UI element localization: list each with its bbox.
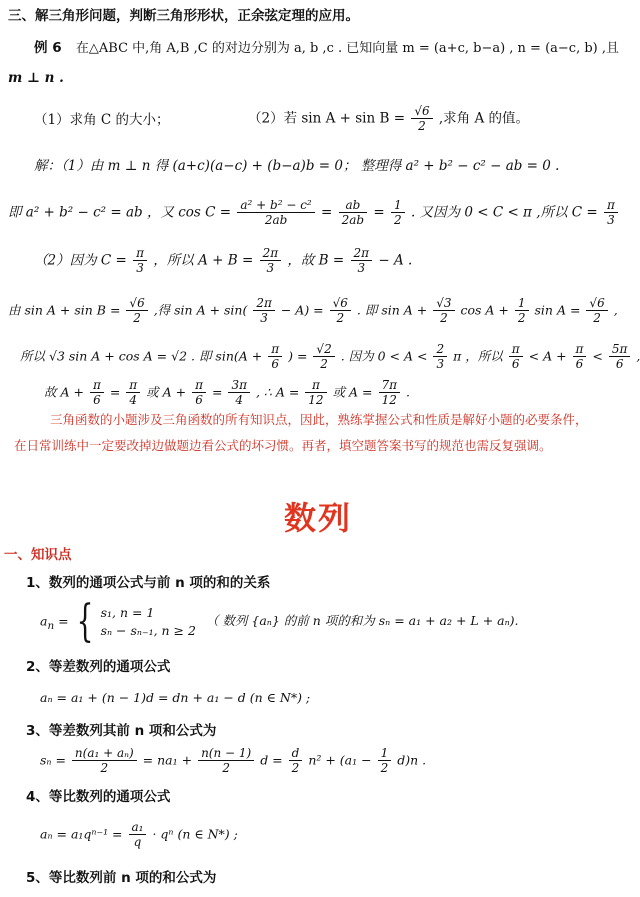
fraction [268,342,282,372]
fraction [351,246,373,276]
fraction [378,746,392,776]
text: （ 数列 {aₙ} 的前 n 项的和为 sₙ = a₁ + a₂ + L + aₙ). [205,613,519,629]
denominator: 4 [235,393,244,408]
fraction [586,296,607,326]
denominator: q [133,835,142,850]
denominator: 4 [129,393,138,408]
denominator: 2 [222,761,230,776]
example-stem [34,40,619,57]
fraction [72,746,137,776]
numerator: π [133,246,147,261]
denominator: 2 [418,119,426,134]
denominator: 3 [266,261,275,276]
solution-line-4 [8,296,618,326]
example-label: 例 6 [34,40,62,56]
denominator: 2 [394,213,402,228]
numerator: a² + b² − c² [237,198,314,213]
numerator: π [305,378,326,393]
text: < [592,348,603,364]
text: = [373,204,385,221]
text: − A . [378,252,413,269]
denominator: 3 [357,261,366,276]
numerator: 3π [228,378,250,393]
denominator: 12 [308,393,324,408]
fraction [129,820,147,850]
text: = [58,613,69,629]
denominator: 2 [593,311,601,326]
denominator: 12 [381,393,397,408]
numerator: 1 [391,198,405,213]
numerator: 2π [351,246,373,261]
numerator: 1 [378,746,392,761]
text: sin A = [534,302,581,318]
denominator: 2 [100,761,109,776]
denominator: 2 [133,311,141,326]
numerator: 7π [379,378,401,393]
case-2: sₙ − sₙ₋₁, n ≥ 2 [100,622,196,638]
text: = [211,384,223,400]
text: n² + (a₁ − [308,752,372,768]
fraction [253,296,275,326]
text: = na₁ + [142,752,193,768]
denominator: 2 [380,761,389,776]
fraction [228,378,250,408]
example-stem-text: 在△ABC 中,角 A,B ,C 的对边分别为 a, b ,c . 已知向量 m = (a+c, b−a) , n = (a−c, b) ,且 [75,41,620,56]
numerator: π [509,342,523,357]
numerator: √6 [411,104,432,119]
note-line-2: 在日常训练中一定要改掉边做题边看公式的坏习惯。再者，填空题答案书写的规范也需反复强调。 [14,438,552,453]
solution-line-1 [34,158,559,175]
denominator: 6 [511,357,520,372]
subscript: n [47,619,55,632]
denominator: 6 [93,393,101,408]
numerator: ab [339,198,367,213]
denominator: 2 [517,311,526,326]
item-3-formula [40,746,426,776]
item-4-heading: 4、等比数列的通项公式 [26,789,171,805]
text: ) = [288,348,308,364]
numerator: π [192,378,206,393]
fraction [237,198,314,228]
denominator: 2 [336,311,345,326]
fraction [198,746,254,776]
text: 故 A + [44,384,84,400]
text: d = [260,752,283,768]
text: ，故 B = [287,252,345,269]
text: . [406,384,410,400]
fraction [133,246,147,276]
text: sₙ = [40,752,66,768]
item-1-heading: 1、数列的通项公式与前 n 项的和的关系 [26,575,271,591]
fraction [509,342,523,372]
fraction [604,198,618,228]
numerator: √6 [126,296,147,311]
numerator: √3 [433,296,454,311]
denominator: 2 [320,357,328,372]
text: 或 A = [332,384,373,400]
numerator: π [90,378,104,393]
text: ，所以 A + B = [153,252,254,269]
numerator: d [289,746,303,761]
numerator: n(a₁ + aₙ) [72,746,137,761]
item-2-formula: aₙ = a₁ + (n − 1)d = dn + a₁ − d (n ∈ N*) ; [40,690,311,705]
item-1-formula [40,596,519,647]
fraction [411,104,432,134]
fraction [609,342,631,372]
numerator: a₁ [129,820,147,835]
fraction [90,378,104,408]
numerator: π [573,342,587,357]
text: , [636,348,640,364]
text: . 又因为 0 < C < π ,所以 C = [410,204,598,221]
note-line-1: 三角函数的小题涉及三角函数的所有知识点，因此，熟练掌握公式和性质是解好小题的必要条件， [50,412,588,427]
fraction [339,198,367,228]
fraction [313,342,334,372]
denominator: 6 [615,357,624,372]
example-stem-cont: m ⊥ n . [8,70,64,86]
denominator: 3 [607,213,615,228]
numerator: π [268,342,282,357]
fraction [289,746,303,776]
solution-line-3 [34,246,412,276]
text: 或 A + [146,384,187,400]
question-1: （1）求角 C 的大小； [34,112,170,128]
text: cos A + [460,302,509,318]
denominator: 6 [271,357,279,372]
fraction [433,296,454,326]
text: . 因为 0 < A < [340,348,428,364]
numerator: √6 [330,296,351,311]
solution-line-5 [20,342,640,372]
text: , [613,302,618,318]
text: 由 sin A + sin B = [8,302,121,318]
text: , ∴ A = [255,384,300,400]
numerator: n(n − 1) [198,746,254,761]
case-1: s₁, n = 1 [100,604,155,620]
text: aₙ = a₁qⁿ⁻¹ = [40,826,123,842]
denominator: 2ab [264,213,288,228]
denominator: 3 [436,357,445,372]
numerator: 1 [515,296,529,311]
question-2 [248,104,529,134]
text: < A + [528,348,567,364]
text: a [40,613,48,629]
numerator: π [126,378,140,393]
piecewise-cases [101,604,196,640]
text: − A) = [280,302,324,318]
page-title: 数列 [284,499,353,537]
fraction [126,296,147,326]
fraction [126,378,140,408]
numerator: 2 [433,342,447,357]
q2-post: ,求角 A 的值。 [438,110,530,127]
text: = [109,384,121,400]
denominator: 3 [260,311,268,326]
solution-line-2 [8,198,620,228]
q2-pre: （2）若 sin A + sin B = [248,110,406,127]
fraction [433,342,447,372]
denominator: 6 [195,393,203,408]
text: 即 a² + b² − c² = ab ，又 cos C = [8,204,232,221]
fraction [330,296,351,326]
section-heading-1: 一、知识点 [4,547,72,563]
text: ,得 sin A + sin( [153,302,248,318]
fraction [260,246,282,276]
denominator: 2 [291,761,300,776]
denominator: 2ab [341,213,365,228]
text: 所以 √3 sin A + cos A = √2 . 即 sin(A + [20,348,263,364]
numerator: √2 [313,342,334,357]
fraction [379,378,401,408]
solution-line-6 [44,378,410,408]
left-brace-icon: { [76,596,94,647]
item-4-formula [40,820,238,850]
item-5-heading: 5、等比数列前 n 项的和公式为 [26,870,217,886]
numerator: 5π [609,342,631,357]
denominator: 2 [440,311,448,326]
item-2-heading: 2、等差数列的通项公式 [26,659,171,675]
text: · qⁿ (n ∈ N*) ; [152,826,238,842]
solution-text: 解：（1）由 m ⊥ n 得 (a+c)(a−c) + (b−a)b = 0； 整理得 a² + b² − c² − ab = 0 . [34,158,560,174]
numerator: 2π [260,246,282,261]
text: （2）因为 C = [34,252,127,269]
item-3-heading: 3、等差数列其前 n 项和公式为 [26,723,217,739]
text: d)n . [397,752,427,768]
fraction [305,378,326,408]
denominator: 6 [575,357,584,372]
section-heading-3: 三、解三角形问题，判断三角形形状，正余弦定理的应用。 [8,8,359,24]
text: . 即 sin A + [356,302,428,318]
numerator: √6 [586,296,607,311]
fraction [391,198,405,228]
fraction [192,378,206,408]
numerator: 2π [253,296,275,311]
numerator: π [604,198,618,213]
text: = [321,204,333,221]
fraction [573,342,587,372]
fraction [515,296,529,326]
text: π ，所以 [453,348,503,364]
denominator: 3 [136,261,144,276]
